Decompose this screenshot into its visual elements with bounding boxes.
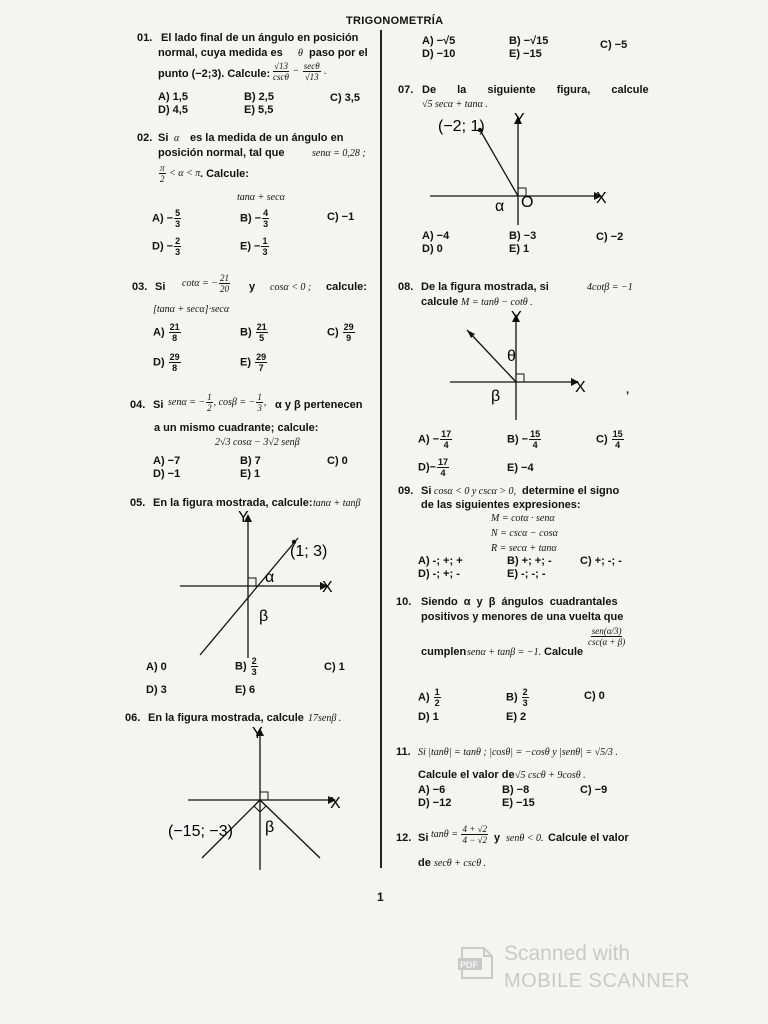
question-text: positivos y menores de una vuelta que (421, 611, 624, 623)
column-divider (380, 30, 382, 868)
question-text: Si (155, 281, 166, 293)
theta-symbol: θ (298, 48, 303, 59)
option-a: A) $\frac{21}{8}$ (153, 322, 180, 343)
question-text: Calcule el valor de (418, 769, 515, 781)
option-d: D) 3 (146, 684, 167, 696)
origin-label: O (521, 194, 534, 211)
math-expression: M = cotα · senα (491, 513, 555, 524)
question-text: de las siguientes expresiones: (421, 499, 581, 511)
x-axis-label: X (596, 190, 607, 207)
math-expression: senθ < 0. (506, 833, 544, 844)
option-e: E) −15 (509, 48, 542, 60)
x-axis-label: X (322, 579, 333, 596)
option-b: B) $\frac{21}{5}$ (240, 322, 267, 343)
option-c: C) $\frac{29}{9}$ (327, 322, 354, 343)
option-a: A) −√5 (422, 35, 456, 47)
theta-label: θ (507, 348, 516, 365)
option-d: D) −1 (153, 468, 181, 480)
option-d: D)− $\frac{17}{4}$ (418, 457, 449, 478)
scan-speck: , (626, 384, 630, 396)
question-text: En la figura mostrada, calcule: (153, 497, 313, 509)
figure-07 (420, 110, 620, 230)
figure-05 (180, 510, 340, 660)
math-expression: cosα < 0 y cscα > 0, (434, 486, 517, 497)
question-text: En la figura mostrada, calcule (148, 712, 304, 724)
question-number: 03. (132, 281, 148, 293)
option-e: E) 2 (506, 711, 527, 723)
y-axis-label: Y (238, 510, 249, 526)
figure-08 (445, 308, 595, 423)
option-a: A) $\frac{1}{2}$ (418, 687, 440, 708)
question-text: y (249, 281, 256, 293)
option-a: A) − $\frac{5}{3}$ (152, 208, 181, 229)
option-d: D) 1 (418, 711, 439, 723)
option-d: D) 0 (422, 243, 443, 255)
question-text: paso por el (309, 47, 368, 59)
question-text: punto (−2;3). Calcule: (158, 68, 271, 80)
option-b: B) $\frac{2}{3}$ (235, 656, 257, 677)
point-label: (−2; 1) (438, 118, 485, 135)
x-axis-label: X (330, 795, 341, 812)
beta-label: β (491, 388, 501, 405)
watermark-line-1: Scanned with (504, 942, 631, 965)
option-e: E) 1 (240, 468, 261, 480)
question-text: es la medida de un ángulo en (190, 132, 344, 144)
question-number: 05. (130, 497, 146, 509)
pdf-file-icon (458, 946, 494, 980)
option-c: C) 0 (327, 455, 348, 467)
option-e: E) 6 (235, 684, 256, 696)
question-number: 06. (125, 712, 141, 724)
page-title: TRIGONOMETRÍA (346, 15, 444, 27)
option-b: B) +; +; - (507, 555, 552, 567)
question-text: Siendo α y β ángulos cuadrantales (421, 596, 618, 608)
option-b: B) −√15 (509, 35, 549, 47)
question-text: Calcule (544, 646, 584, 658)
math-expression: cotα = − $\frac{21}{20}$ (182, 273, 229, 294)
question-text: Si (418, 832, 429, 844)
option-a: A) − $\frac{17}{4}$ (418, 429, 452, 450)
math-expression: tanα + secα (237, 192, 285, 203)
math-expression: senα = − $\frac{1}{2}$ , cosβ = − $\frac{1}{3}$ , (168, 392, 267, 413)
option-e: E) 5,5 (244, 104, 274, 116)
y-axis-label: Y (511, 309, 522, 326)
option-e: E) −4 (507, 462, 534, 474)
question-number: 01. (137, 32, 153, 44)
question-text: de (418, 857, 431, 869)
question-text: El lado final de un ángulo en posición (161, 32, 359, 44)
watermark-line-2: MOBILE SCANNER (504, 970, 690, 992)
option-c: C) −9 (580, 784, 608, 796)
question-number: 04. (130, 399, 146, 411)
math-expression: 4cotβ = −1 (587, 282, 633, 293)
math-expression: R = secα + tanα (491, 543, 557, 554)
x-axis-label: X (575, 379, 586, 396)
math-expression: cosα < 0 ; (270, 282, 312, 293)
math-expression: tanθ = $\frac{4 + √2}{4 - √2}$ (431, 824, 487, 845)
question-text: normal, cuya medida es (158, 47, 283, 59)
math-expression: 17senβ . (308, 713, 342, 724)
option-b: B) 2,5 (244, 91, 274, 103)
option-e: E) -; -; - (507, 568, 546, 580)
question-text: . Calcule: (200, 168, 249, 180)
option-c: C) −5 (600, 39, 628, 51)
option-c: C) $\frac{15}{4}$ (596, 429, 623, 450)
math-expression: √5 secα + tanα . (422, 99, 488, 110)
question-text: y (494, 832, 501, 844)
option-c: C) 0 (584, 690, 605, 702)
math-expression: 2√3 cosα − 3√2 senβ (215, 437, 300, 448)
question-text: De la siguiente figura, calcule (422, 84, 649, 96)
math-expression: √5 cscθ + 9cosθ . (515, 770, 586, 781)
option-a: A) 0 (146, 661, 167, 673)
option-d: D) − $\frac{2}{3}$ (152, 236, 181, 257)
question-text: Si (158, 132, 169, 144)
option-e: E) −15 (502, 797, 535, 809)
option-c: C) −2 (596, 231, 624, 243)
question-number: 07. (398, 84, 414, 96)
question-number: 12. (396, 832, 412, 844)
option-d: D) −12 (418, 797, 452, 809)
question-number: 02. (137, 132, 153, 144)
question-number: 10. (396, 596, 412, 608)
beta-label: β (265, 819, 275, 836)
option-c: C) 1 (324, 661, 345, 673)
option-b: B) 7 (240, 455, 261, 467)
question-text: Si (153, 399, 164, 411)
option-a: A) -; +; + (418, 555, 463, 567)
scanner-watermark (458, 942, 698, 998)
option-b: B) $\frac{2}{3}$ (506, 687, 528, 708)
math-expression: N = cscα − cosα (491, 528, 558, 539)
math-expression: sen(α/3) csc(α + β) (588, 626, 626, 647)
question-text: calcule: (326, 281, 367, 293)
question-text: α y β pertenecen (275, 399, 363, 411)
math-expression: [tanα + secα]·secα (153, 304, 230, 315)
option-d: D) -; +; - (418, 568, 460, 580)
option-d: D) −10 (422, 48, 456, 60)
option-e: E) $\frac{29}{7}$ (240, 352, 267, 373)
option-b: B) −8 (502, 784, 530, 796)
math-expression: √13 cscθ − secθ √13 . (273, 61, 327, 82)
question-text: calcule (421, 296, 459, 308)
question-text: cumplen (421, 646, 467, 658)
option-c: C) −1 (327, 211, 355, 223)
option-c: C) 3,5 (330, 92, 360, 104)
option-d: D) $\frac{29}{8}$ (153, 352, 180, 373)
option-a: A) −6 (418, 784, 446, 796)
y-axis-label: Y (252, 725, 263, 742)
beta-label: β (259, 608, 269, 625)
point-label: (1; 3) (290, 543, 328, 560)
y-axis-label: Y (514, 111, 525, 128)
option-a: A) −4 (422, 230, 450, 242)
alpha-label: α (265, 569, 275, 586)
math-expression: tanα + tanβ (313, 498, 361, 509)
question-text: Calcule el valor (548, 832, 629, 844)
option-b: B) − $\frac{15}{4}$ (507, 429, 541, 450)
option-a: A) −7 (153, 455, 181, 467)
math-expression: M = tanθ − cotθ . (461, 297, 533, 308)
question-text: posición normal, tal que (158, 147, 285, 159)
option-c: C) +; -; - (580, 555, 622, 567)
option-b: B) − $\frac{4}{3}$ (240, 208, 269, 229)
math-expression: Si |tanθ| = tanθ ; |cosθ| = −cosθ y |senθ| = √5/3 . (418, 747, 618, 758)
question-number: 09. (398, 485, 414, 497)
question-text: De la figura mostrada, si (421, 281, 549, 293)
alpha-label: α (495, 198, 505, 215)
question-text: a un mismo cuadrante; calcule: (154, 422, 319, 434)
option-e: E) 1 (509, 243, 530, 255)
math-expression: secθ + cscθ . (434, 858, 487, 869)
question-number: 11. (396, 746, 411, 758)
option-d: D) 4,5 (158, 104, 188, 116)
pdf-badge-text: PDF (460, 960, 478, 970)
question-number: 08. (398, 281, 414, 293)
option-a: A) 1,5 (158, 91, 188, 103)
question-text: determine el signo (522, 485, 620, 497)
option-e: E) − $\frac{1}{3}$ (240, 236, 268, 257)
question-text: Si (421, 485, 432, 497)
option-b: B) −3 (509, 230, 537, 242)
page-number: 1 (377, 890, 384, 904)
math-expression: senα + tanβ = −1. (467, 647, 542, 658)
math-expression: senα = 0,28 ; (312, 148, 366, 159)
point-label: (−15; −3) (168, 823, 233, 840)
math-expression: $\frac{\pi}{2}$ < α < π (160, 163, 201, 184)
figure-06 (160, 724, 350, 874)
alpha-symbol: α (174, 133, 180, 144)
